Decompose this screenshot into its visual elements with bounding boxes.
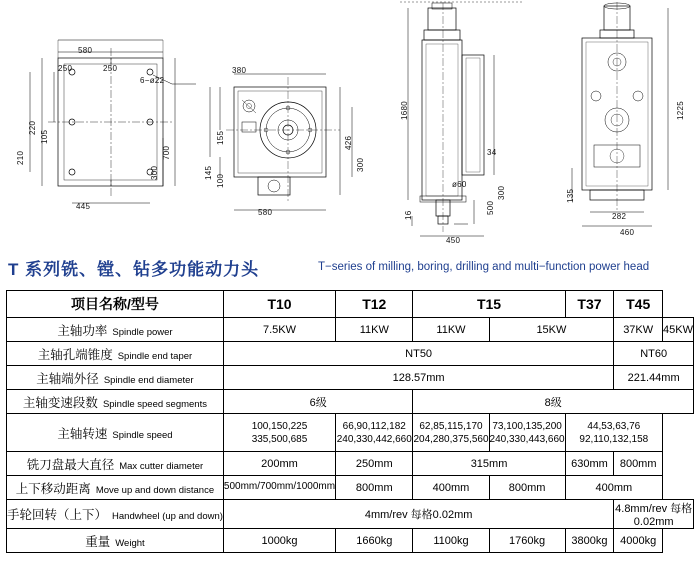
header-item-name: 项目名称/型号: [7, 291, 224, 318]
dim-580: 580: [78, 46, 93, 55]
cell-speed-t15b: 73,100,135,200 240,330,443,660: [489, 414, 565, 452]
page-title-en: T−series of milling, boring, drilling and multi−function power head: [318, 261, 650, 273]
specification-table: [6, 290, 694, 553]
row-label-cn: 主轴孔端锥度: [37, 347, 113, 362]
row-label-en: Spindle speed segments: [102, 398, 207, 410]
dim-300-front: 300: [356, 157, 365, 172]
table-row: [7, 342, 694, 366]
power-head-rear-view: [560, 0, 690, 240]
dim-460: 460: [620, 228, 635, 237]
row-label-spindle-end-taper: [7, 342, 224, 366]
header-model-t10: T10: [223, 291, 335, 318]
row-label-en: Spindle speed: [112, 429, 173, 441]
row-label-en: Spindle end diameter: [103, 374, 194, 386]
dim-250-left: 250: [58, 64, 73, 73]
header-model-t12: T12: [336, 291, 413, 318]
gearbox-front-view: [200, 62, 360, 237]
header-model-t37: T37: [565, 291, 614, 318]
cell-cutter-t15: 315mm: [413, 452, 565, 476]
cell-handwheel-main: 4mm/rev 每格0.02mm: [223, 500, 613, 529]
row-label-spindle-power: [7, 318, 224, 342]
row-label-en: Weight: [115, 537, 145, 549]
cell-spindle-power-t10: 7.5KW: [223, 318, 335, 342]
cell-weight-t15a: 1100kg: [413, 529, 489, 553]
cell-spindle-power-t12b: 11KW: [413, 318, 489, 342]
dim-580-front: 580: [258, 208, 273, 217]
row-label-cn: 主轴功率: [57, 323, 108, 338]
dim-6-d22: 6−ø22: [140, 76, 165, 85]
cell-spindle-power-t45: 45KW: [663, 318, 694, 342]
cell-diameter-221: 221.44mm: [614, 366, 694, 390]
dim-16: 16: [404, 210, 413, 220]
cell-move-t12: 800mm: [336, 476, 413, 500]
dim-100: 100: [216, 173, 225, 188]
cell-cutter-t45: 800mm: [614, 452, 663, 476]
base-plate-plan-view: [20, 18, 210, 233]
cell-cutter-t37: 630mm: [565, 452, 614, 476]
cell-weight-t12: 1660kg: [336, 529, 413, 553]
cell-weight-t37: 3800kg: [565, 529, 614, 553]
cell-spindle-power-t15: 15KW: [489, 318, 614, 342]
table-row: [7, 414, 694, 452]
row-label-weight: [7, 529, 224, 553]
cell-weight-t15b: 1760kg: [489, 529, 565, 553]
cell-move-t10: 500mm/700mm/1000mm: [223, 476, 335, 500]
cell-segments-6: 6级: [223, 390, 413, 414]
cell-speed-t37-t45: 44,53,63,76 92,110,132,158: [565, 414, 662, 452]
dim-135: 135: [566, 188, 575, 203]
dim-380: 380: [232, 66, 247, 75]
row-label-cn: 上下移动距离: [15, 481, 91, 496]
cell-speed-t10: 100,150,225 335,500,685: [223, 414, 335, 452]
dim-210: 210: [16, 150, 25, 165]
table-row: [7, 366, 694, 390]
dim-34: 34: [487, 148, 497, 157]
row-label-en: Max cutter diameter: [119, 460, 204, 472]
table-row: [7, 318, 694, 342]
row-label-move-distance: [7, 476, 224, 500]
cell-cutter-t12: 250mm: [336, 452, 413, 476]
cell-taper-nt60: NT60: [614, 342, 694, 366]
table-row: [7, 452, 694, 476]
technical-drawings-area: [0, 0, 700, 252]
cell-speed-t15a: 62,85,115,170 204,280,375,560: [413, 414, 489, 452]
table-row: [7, 390, 694, 414]
row-label-max-cutter-diameter: [7, 452, 224, 476]
cell-diameter-128: 128.57mm: [223, 366, 613, 390]
cell-taper-nt50: NT50: [223, 342, 613, 366]
cell-weight-t45: 4000kg: [614, 529, 663, 553]
row-label-cn: 主轴变速段数: [22, 395, 98, 410]
cell-handwheel-large: 4.8mm/rev 每格0.02mm: [614, 500, 694, 529]
dim-105: 105: [40, 129, 49, 144]
dim-250-right: 250: [103, 64, 118, 73]
dim-445: 445: [76, 202, 91, 211]
row-label-cn: 主轴转速: [57, 426, 108, 441]
dim-d60: ø60: [452, 180, 467, 189]
row-label-spindle-speed: [7, 414, 224, 452]
cell-spindle-power-t12a: 11KW: [336, 318, 413, 342]
header-model-t45: T45: [614, 291, 663, 318]
row-label-spindle-end-diameter: [7, 366, 224, 390]
cell-cutter-t10: 200mm: [223, 452, 335, 476]
dim-300-side: 300: [497, 185, 506, 200]
cell-segments-8: 8级: [413, 390, 694, 414]
section-title: [0, 255, 700, 287]
dim-700: 700: [162, 145, 171, 160]
row-label-handwheel: [7, 500, 224, 529]
row-label-cn: 重量: [85, 534, 111, 549]
row-label-en: Handwheel (up and down): [112, 511, 223, 522]
cell-weight-t10: 1000kg: [223, 529, 335, 553]
dim-426: 426: [344, 135, 353, 150]
row-label-speed-segments: [7, 390, 224, 414]
dim-282: 282: [612, 212, 627, 221]
cell-spindle-power-t37: 37KW: [614, 318, 663, 342]
row-label-en: Spindle power: [112, 326, 173, 338]
cell-move-t37-t45: 400mm: [565, 476, 662, 500]
cell-speed-t12: 66,90,112,182 240,330,442,660: [336, 414, 413, 452]
row-label-cn: 主轴端外径: [36, 371, 99, 386]
dim-155: 155: [216, 130, 225, 145]
header-model-t15: T15: [413, 291, 565, 318]
row-label-cn: 铣刀盘最大直径: [26, 457, 115, 472]
table-row: [7, 500, 694, 529]
dim-1680: 1680: [400, 101, 409, 120]
table-header-row: [7, 291, 694, 318]
dim-220: 220: [28, 120, 37, 135]
table-row: [7, 476, 694, 500]
table-row: [7, 529, 694, 553]
dim-1225: 1225: [676, 101, 685, 120]
page-title-cn: T 系列铣、镗、钻多功能动力头: [8, 260, 260, 279]
row-label-en: Spindle end taper: [117, 350, 193, 362]
cell-move-t15b: 800mm: [489, 476, 565, 500]
dim-450: 450: [446, 236, 461, 245]
row-label-cn: 手轮回转（上下）: [7, 508, 108, 522]
dim-500: 500: [486, 200, 495, 215]
cell-move-t15a: 400mm: [413, 476, 489, 500]
dim-145: 145: [204, 165, 213, 180]
row-label-en: Move up and down distance: [95, 484, 215, 496]
dim-300: 300: [150, 165, 159, 180]
